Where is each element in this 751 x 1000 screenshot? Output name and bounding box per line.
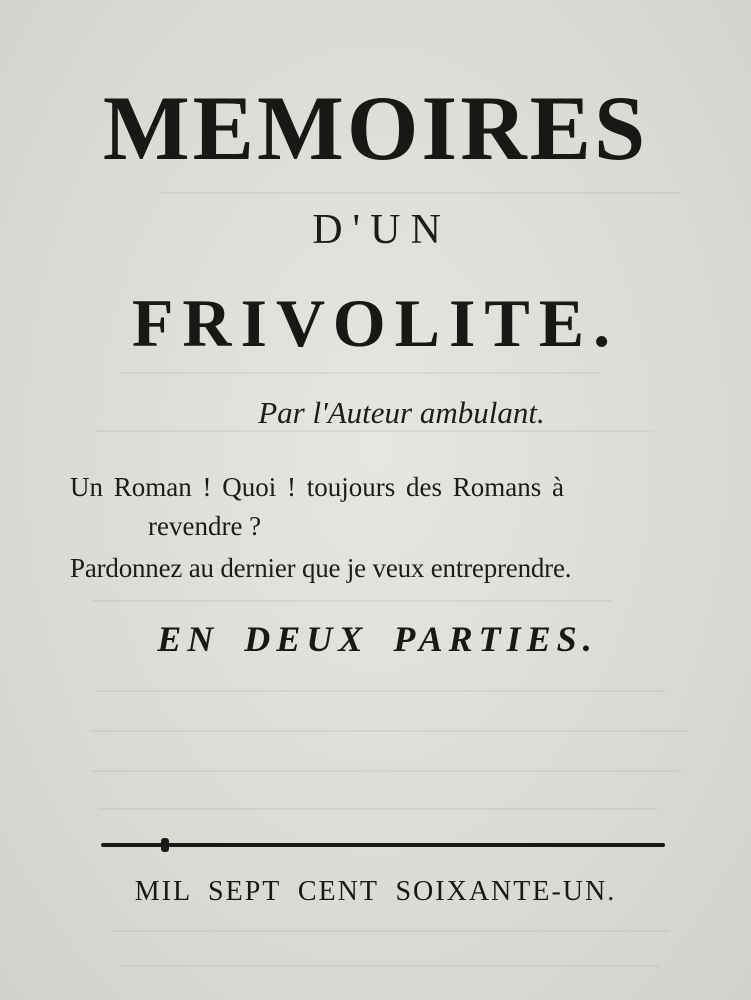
bleed-through-mark [98,808,658,810]
bleed-through-mark [160,192,680,194]
bleed-through-mark [110,930,670,932]
author-line: Par l'Auteur ambulant. [258,395,545,430]
bleed-through-mark [90,730,690,732]
title-line-2: D'UN [312,207,451,253]
bleed-through-mark [120,372,600,374]
bleed-through-mark [120,965,660,967]
bleed-through-mark [96,690,666,692]
parts-line: EN DEUX PARTIES. [157,619,598,659]
epigraph-line-3: Pardonnez au dernier que je veux entreprendre. [70,553,572,583]
printers-rule [101,843,665,847]
printers-rule-ornament [161,838,169,852]
bleed-through-mark [92,600,612,602]
title-line-1: MEMOIRES [102,77,649,179]
epigraph-line-1: Un Roman ! Quoi ! toujours des Romans à [70,472,564,502]
title-line-3: FRIVOLITE. [131,285,620,361]
imprint-date: MIL SEPT CENT SOIXANTE-UN. [134,876,617,907]
bleed-through-mark [92,770,682,772]
epigraph-line-2: revendre ? [148,511,262,541]
